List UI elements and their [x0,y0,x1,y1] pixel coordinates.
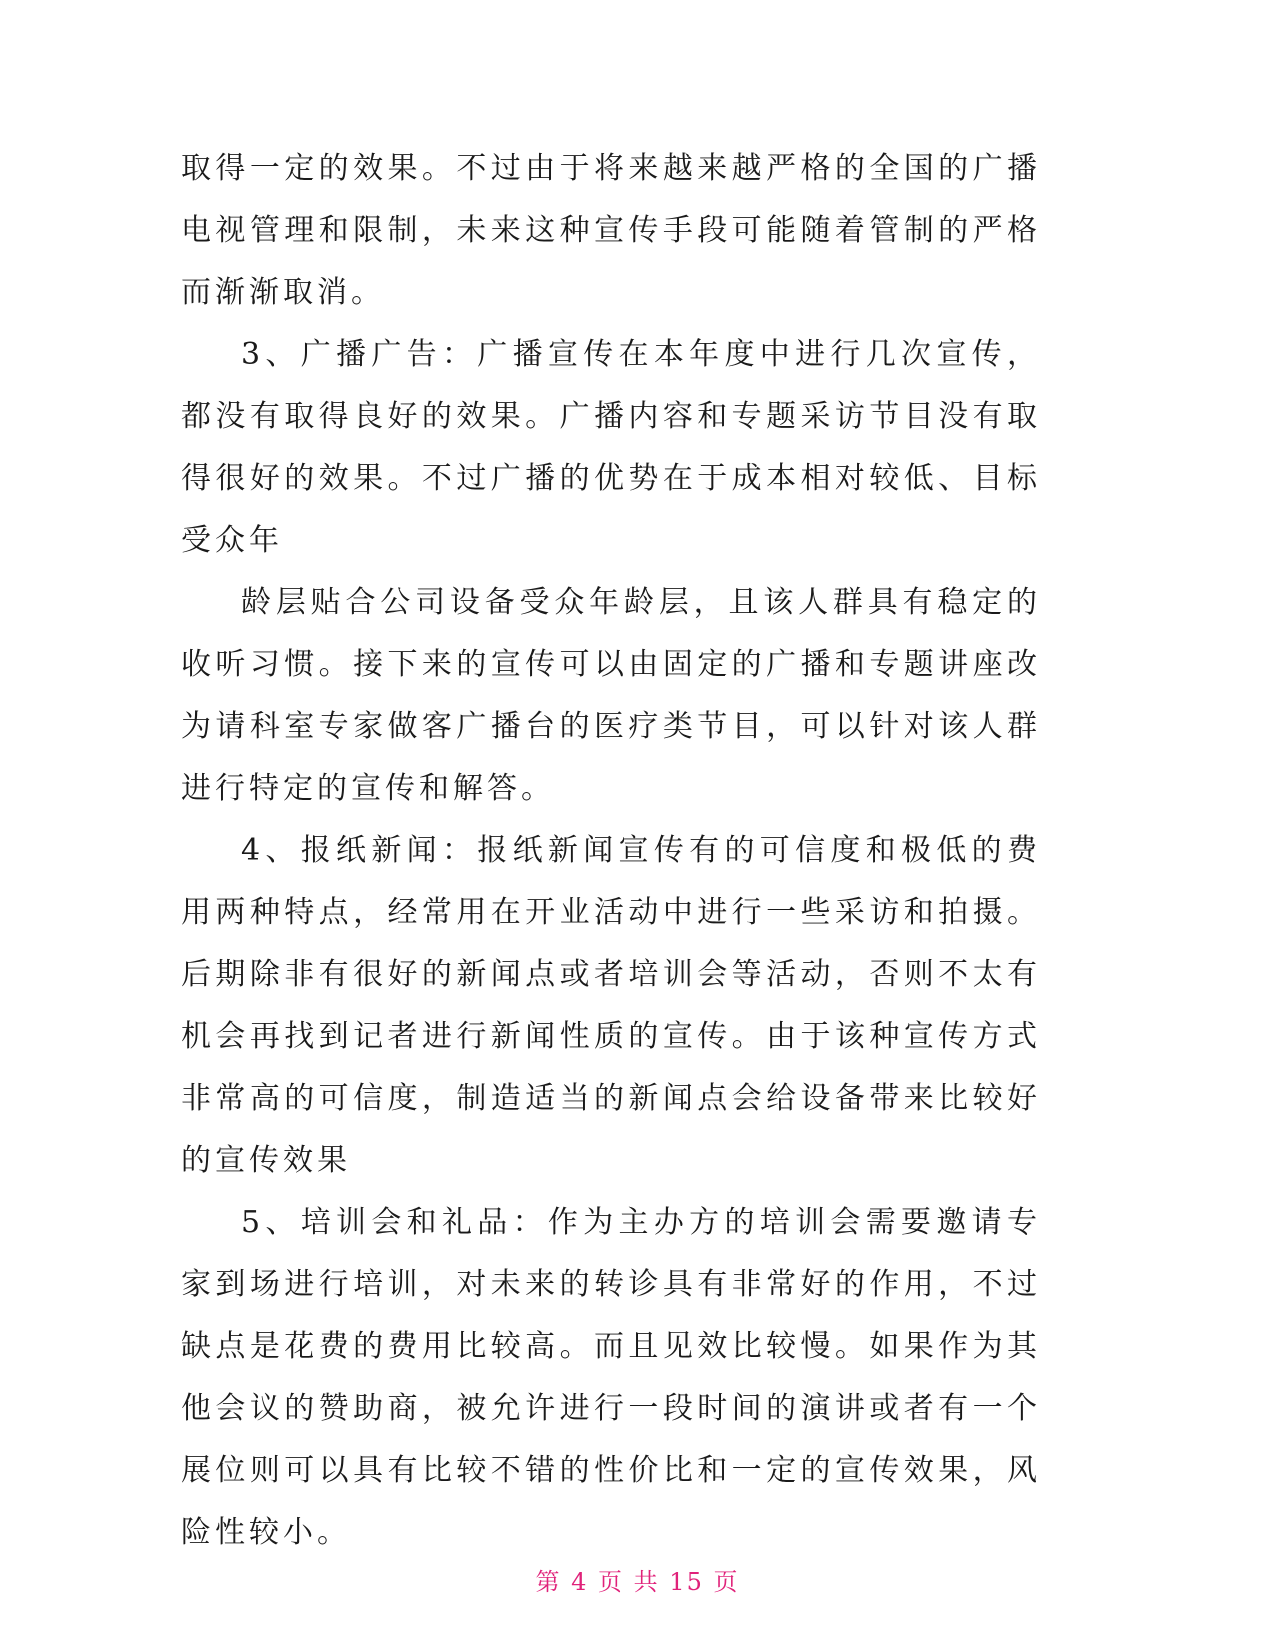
paragraph-training-gifts: 5、培训会和礼品：作为主办方的培训会需要邀请专家到场进行培训，对未来的转诊具有非常好的作用，不过缺点是花费的费用比较高。而且见效比较慢。如果作为其他会议的赞助商，被允许进行一段时间的演讲或者有一个展位则可以具有比较不错的性价比和一定的宣传效果，风险性较小。 [181,1205,1041,1550]
paragraph-newspaper-news: 4、报纸新闻：报纸新闻宣传有的可信度和极低的费用两种特点，经常用在开业活动中进行一些采访和拍摄。后期除非有很好的新闻点或者培训会等活动，否则不太有机会再找到记者进行新闻性质的宣传。由于该种宣传方式非常高的可信度，制造适当的新闻点会给设备带来比较好的宣传效果 [181,833,1041,1178]
paragraph-radio-audience: 龄层贴合公司设备受众年龄层，且该人群具有稳定的收听习惯。接下来的宣传可以由固定的广播和专题讲座改为请科室专家做客广播台的医疗类节目，可以针对该人群进行特定的宣传和解答。 [181,585,1041,806]
body-text [181,138,1041,1564]
paragraph-tv-continued: 取得一定的效果。不过由于将来越来越严格的全国的广播电视管理和限制，未来这种宣传手段可能随着管制的严格而渐渐取消。 [181,151,1041,310]
paragraph-radio-ads: 3、广播广告：广播宣传在本年度中进行几次宣传，都没有取得良好的效果。广播内容和专题采访节目没有取得很好的效果。不过广播的优势在于成本相对较低、目标受众年 [181,337,1041,558]
page-number: 第 4 页 共 15 页 [535,1568,740,1596]
page-footer [0,1562,1275,1597]
